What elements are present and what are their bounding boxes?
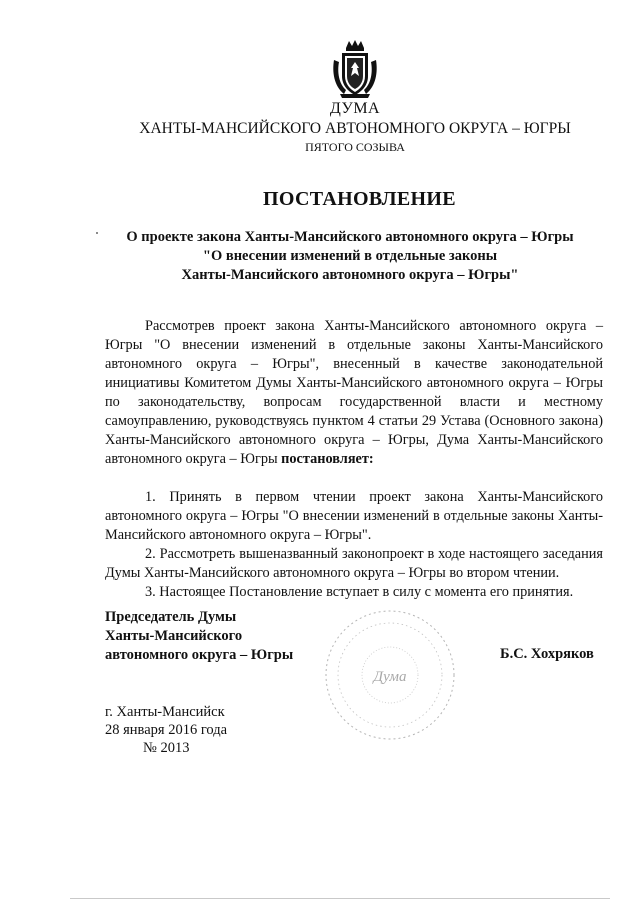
preamble-text: Рассмотрев проект закона Ханты-Мансийского автономного округа – Югры "О внесении изменений в отдельные законы Ханты-Мансийского автономного округа – Югры", внесенный в качестве законодательной инициативы Комитетом Думы Ханты-Мансийского автономного округа – Югры по законодательству, вопросам государственной власти и местному самоуправлению, руководствуясь пунктом 4 статьи 29 Устава (Основного закона) Ханты-Мансийского автономного округа – Югры, Дума Ханты-Мансийского автономного округа – Югры <box>105 318 603 467</box>
document-type-title: ПОСТАНОВЛЕНИЕ <box>263 188 456 210</box>
position-line: автономного округа – Югры <box>105 647 294 663</box>
stamp-text: Дума <box>373 669 407 685</box>
resolves-word: постановляет: <box>281 451 374 467</box>
document-subject <box>90 228 610 285</box>
resolution-item-2: 2. Рассмотреть вышеназванный законопроект в ходе настоящего заседания Думы Ханты-Мансийского автономного округа – Югры во втором чтении. <box>105 546 603 581</box>
subject-line: Ханты-Мансийского автономного округа – Югры" <box>181 267 519 283</box>
position-line: Ханты-Мансийского <box>105 628 243 644</box>
resolution-item-1: 1. Принять в первом чтении проект закона Ханты-Мансийского автономного округа – Югры "О внесении изменений в отдельные законы Ханты-Мансийского автономного округа – Югры". <box>105 489 603 543</box>
date: 28 января 2016 года <box>105 722 228 738</box>
subject-line: О проекте закона Ханты-Мансийского автономного округа – Югры <box>126 229 574 245</box>
scan-edge-line <box>70 898 610 899</box>
coat-of-arms-icon <box>330 38 380 100</box>
resolution-item-3: 3. Настоящее Постановление вступает в силу с момента его принятия. <box>145 584 574 600</box>
city: г. Ханты-Мансийск <box>105 704 225 720</box>
document-number: № 2013 <box>143 740 190 756</box>
organization-name: ДУМА <box>329 100 381 117</box>
document-body <box>105 317 603 602</box>
subject-line: "О внесении изменений в отдельные законы <box>202 248 498 264</box>
place-date-number <box>105 703 227 757</box>
preamble-paragraph <box>105 317 603 469</box>
signatory-position <box>105 608 293 665</box>
signatory-name: Б.С. Хохряков <box>500 646 594 662</box>
position-line: Председатель Думы <box>105 609 237 625</box>
convocation: ПЯТОГО СОЗЫВА <box>305 140 405 154</box>
region-name: ХАНТЫ-МАНСИЙСКОГО АВТОНОМНОГО ОКРУГА – ЮГРЫ <box>139 120 571 137</box>
seal-stamp <box>320 605 460 745</box>
